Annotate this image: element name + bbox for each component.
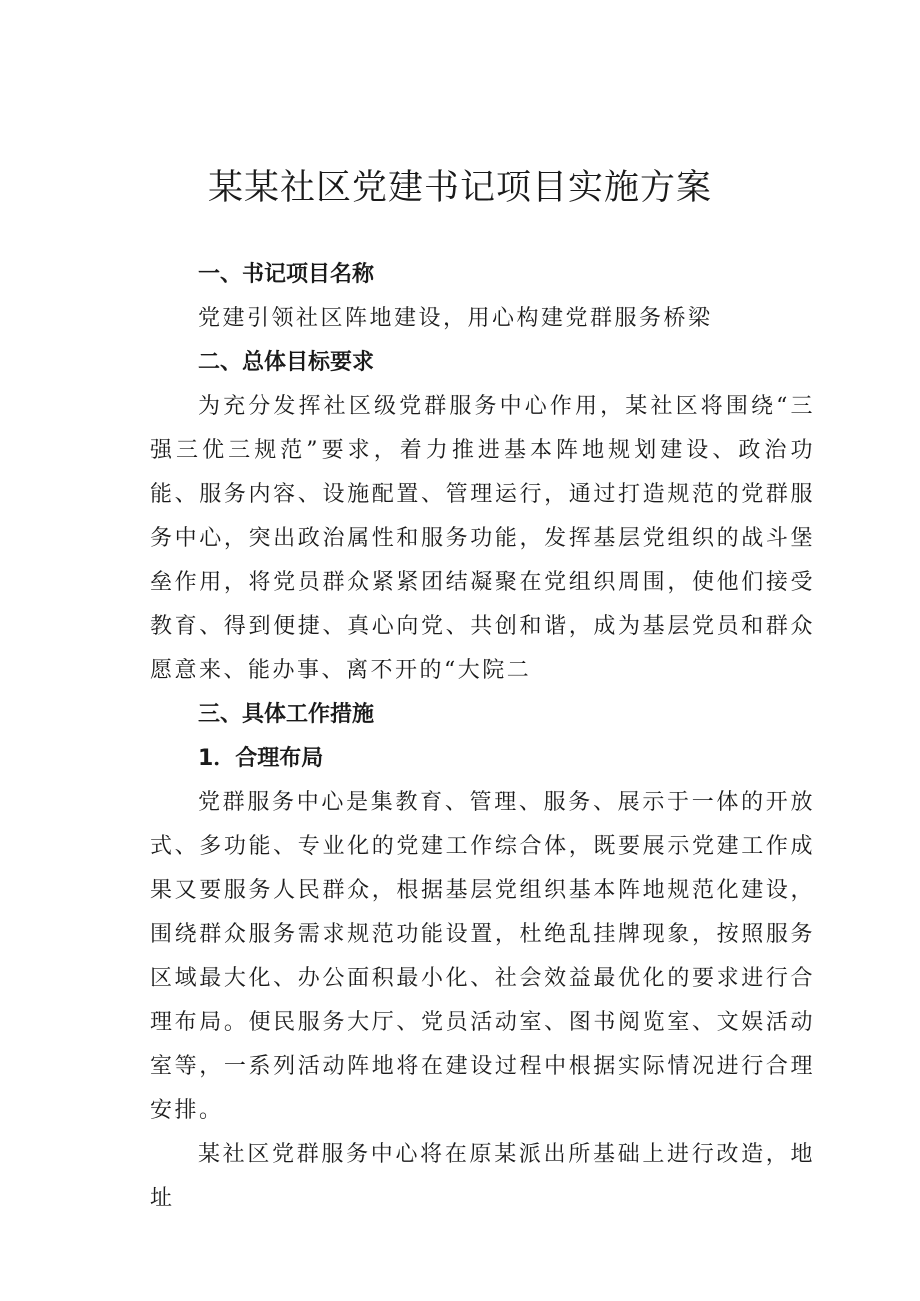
section-heading-2: 二、总体目标要求 <box>198 350 375 375</box>
section-2-paragraph: 为充分发挥社区级党群服务中心作用，某社区将围绕“三强三优三规范”要求，着力推进基本阵地规划建设、政治功能、服务内容、设施配置、管理运行，通过打造规范的党群服务中心，突出政治属性和服务功能，发挥基层党组织的战斗堡垒作用，将党员群众紧紧团结凝聚在党组织周围，使他们接受教育、得到便捷、真心向党、共创和谐，成为基层党员和群众愿意来、能办事、离不开的“大院二 <box>150 394 815 683</box>
section-heading-1: 一、书记项目名称 <box>198 262 375 287</box>
subsection-heading-layout: 1．合理布局 <box>198 746 324 771</box>
subsection-layout-paragraph-1: 党群服务中心是集教育、管理、服务、展示于一体的开放式、多功能、专业化的党建工作综合体，既要展示党建工作成果又要服务人民群众，根据基层党组织基本阵地规范化建设，围绕群众服务需求规范功能设置，杜绝乱挂牌现象，按照服务区域最大化、办公面积最小化、社会效益最优化的要求进行合理布局。便民服务大厅、党员活动室、图书阅览室、文娱活动室等，一系列活动阵地将在建设过程中根据实际情况进行合理安排。 <box>150 790 815 1123</box>
section-heading-3: 三、具体工作措施 <box>198 702 375 727</box>
subsection-layout-paragraph-2: 某社区党群服务中心将在原某派出所基础上进行改造，地址 <box>150 1142 815 1211</box>
section-1-paragraph: 党建引领社区阵地建设，用心构建党群服务桥梁 <box>198 306 713 331</box>
document-body <box>150 253 815 1221</box>
document-title: 某某社区党建书记项目实施方案 <box>207 168 712 208</box>
